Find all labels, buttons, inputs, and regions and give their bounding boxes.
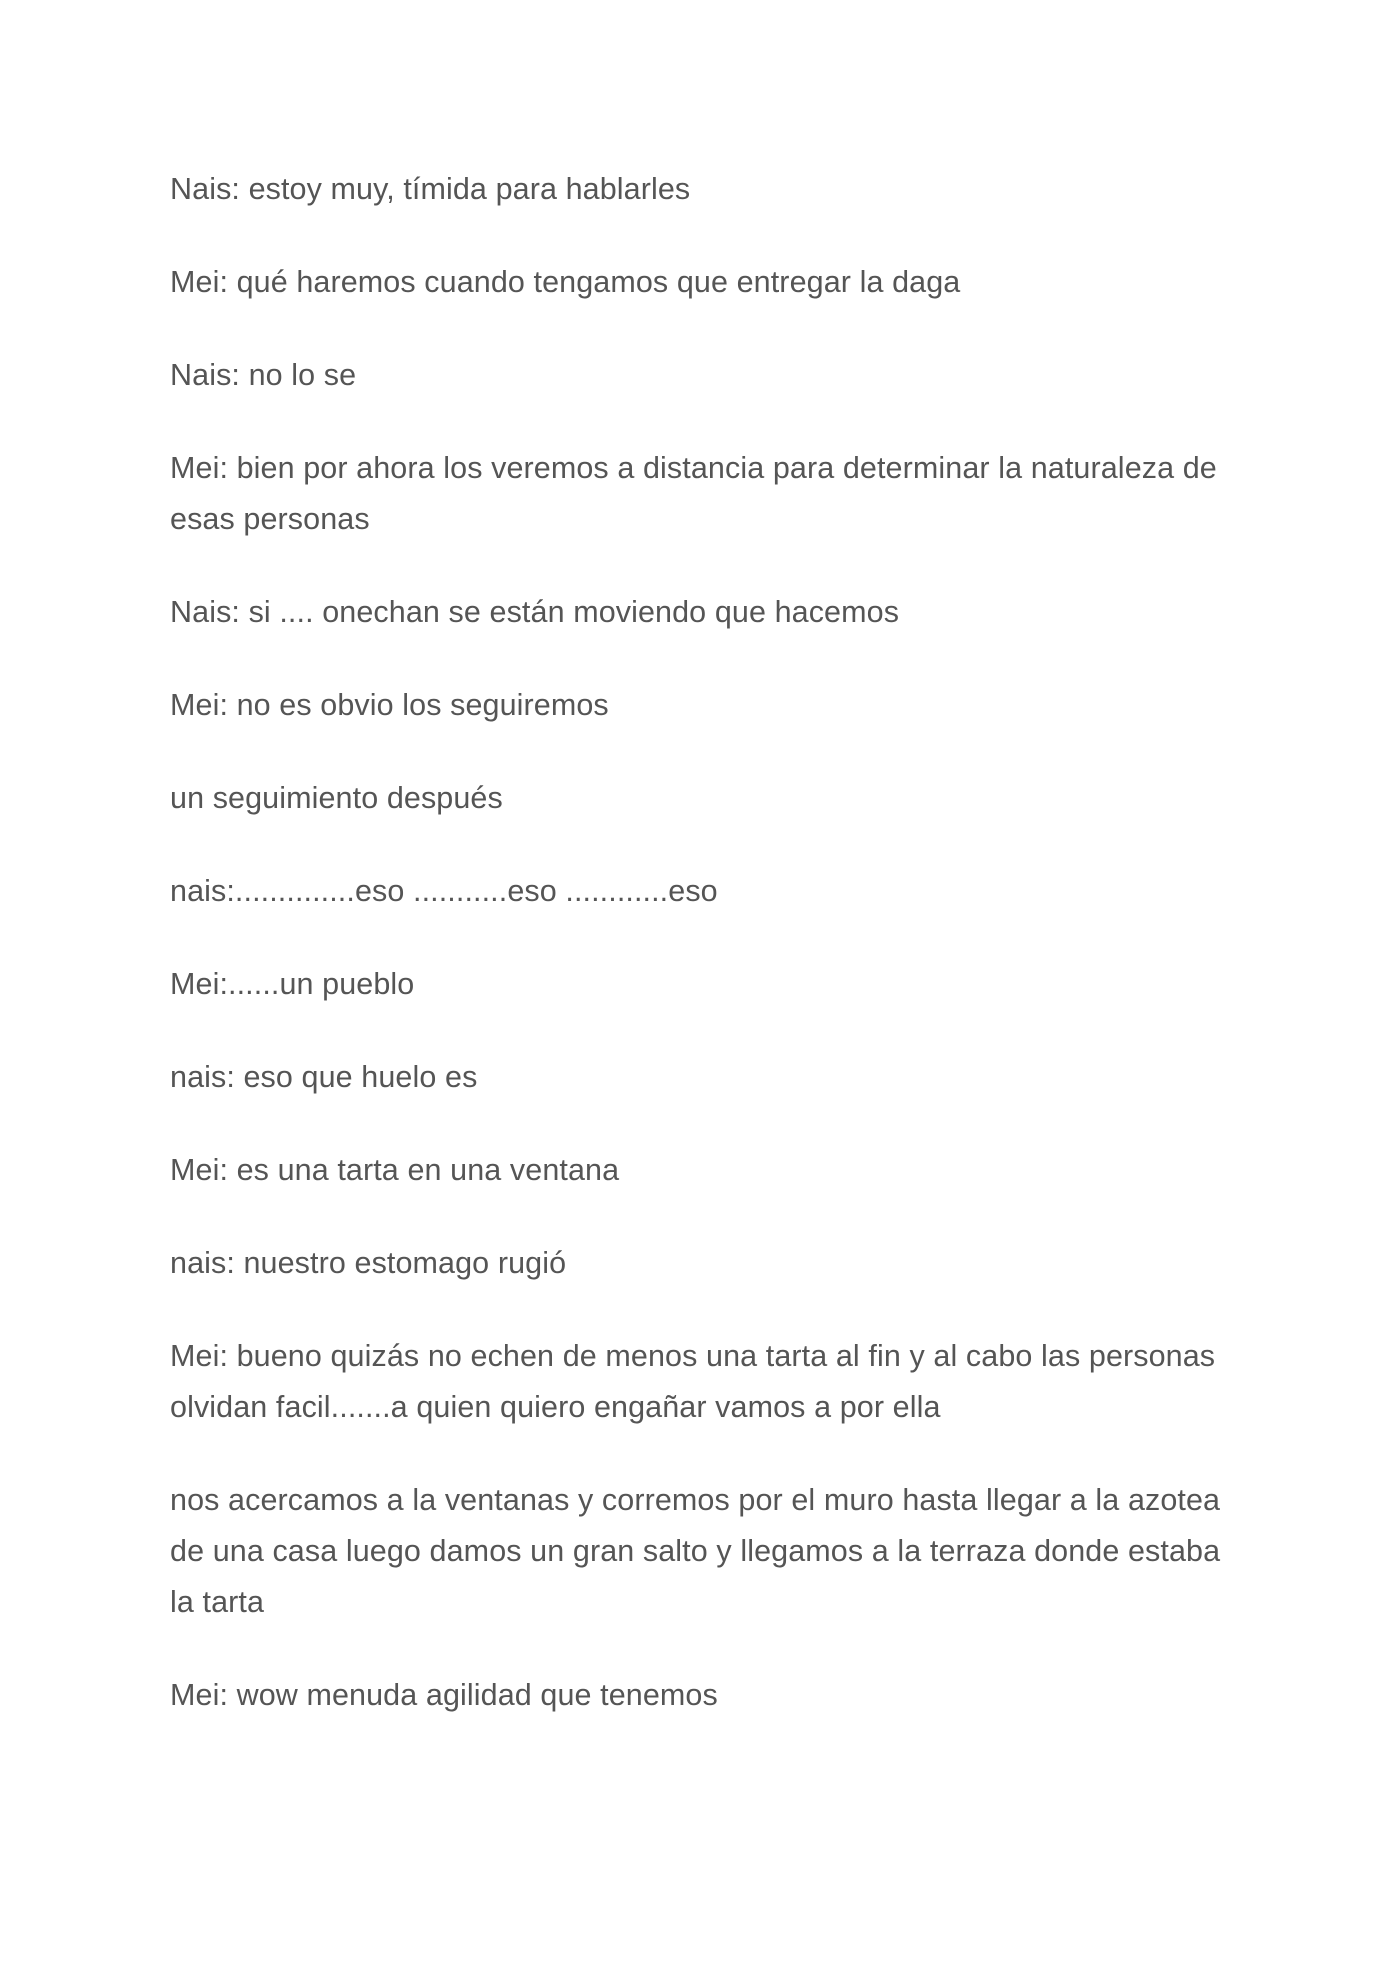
document-body — [170, 164, 1230, 1763]
paragraph-6: Mei: no es obvio los seguiremos — [170, 688, 609, 722]
paragraph-10: nais: eso que huelo es — [170, 1060, 478, 1094]
paragraph-1: Nais: estoy muy, tímida para hablarles — [170, 172, 691, 206]
paragraph-4: Mei: bien por ahora los veremos a distancia para determinar la naturaleza de esas personas — [170, 451, 1226, 536]
paragraph-8: nais:..............eso ...........eso ............eso — [170, 874, 718, 908]
paragraph-5: Nais: si .... onechan se están moviendo que hacemos — [170, 595, 900, 629]
paragraph-7: un seguimiento después — [170, 781, 503, 815]
paragraph-3: Nais: no lo se — [170, 358, 357, 392]
paragraph-15: Mei: wow menuda agilidad que tenemos — [170, 1678, 718, 1712]
paragraph-14: nos acercamos a la ventanas y corremos por el muro hasta llegar a la azotea de una casa luego damos un gran salto y llegamos a la terraza donde estaba la tarta — [170, 1483, 1229, 1619]
paragraph-11: Mei: es una tarta en una ventana — [170, 1153, 620, 1187]
paragraph-12: nais: nuestro estomago rugió — [170, 1246, 567, 1280]
paragraph-9: Mei:......un pueblo — [170, 967, 415, 1001]
paragraph-13: Mei: bueno quizás no echen de menos una tarta al fin y al cabo las personas olvidan facil.......a quien quiero engañar vamos a por ella — [170, 1339, 1224, 1424]
paragraph-2: Mei: qué haremos cuando tengamos que entregar la daga — [170, 265, 961, 299]
